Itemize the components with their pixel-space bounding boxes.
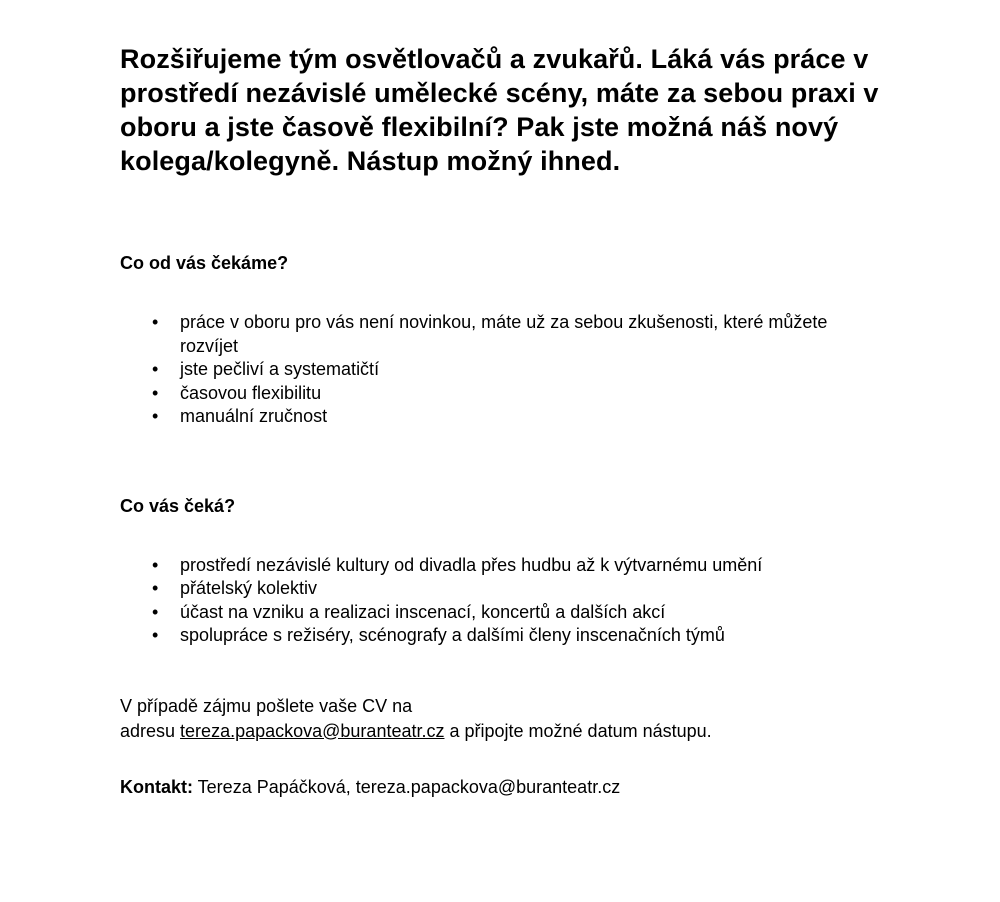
contact-line	[120, 775, 880, 800]
section-heading-offer: Co vás čeká?	[120, 495, 236, 516]
apply-line2-prefix: adresu	[120, 720, 181, 741]
apply-line2-suffix: a připojte možné datum nástupu.	[444, 720, 712, 741]
list-item: • práce v oboru pro vás není novinkou, máte už za sebou zkušenosti, které můžete rozvíjet	[152, 311, 840, 358]
contact-value: Tereza Papáčková, tereza.papackova@buranteatr.cz	[193, 776, 621, 797]
list-item: • přátelský kolektiv	[152, 577, 840, 601]
intro-paragraph: Rozšiřujeme tým osvětlovačů a zvukařů. Láká vás práce v prostředí nezávislé umělecké scény, máte za sebou praxi v oboru a jste časově flexibilní? Pak jste možná náš nový kolega/kolegyně. Nástup možný ihned.	[120, 44, 879, 176]
list-item: • účast na vzniku a realizaci inscenací, koncertů a dalších akcí	[152, 601, 840, 625]
list-item: • prostředí nezávislé kultury od divadla přes hudbu až k výtvarnému umění	[152, 554, 840, 578]
list-item: • časovou flexibilitu	[152, 382, 840, 406]
email-link[interactable]: tereza.papackova@buranteatr.cz	[180, 720, 445, 741]
apply-line1: V případě zájmu pošlete vaše CV na	[120, 695, 413, 716]
list-item: • spolupráce s režiséry, scénografy a dalšími členy inscenačních týmů	[152, 624, 840, 648]
application-instructions	[120, 694, 880, 744]
list-item: • manuální zručnost	[152, 405, 840, 429]
list-item: • jste pečliví a systematičtí	[152, 358, 840, 382]
section-heading-expectations: Co od vás čekáme?	[120, 253, 289, 273]
offer-list	[120, 554, 880, 648]
contact-label: Kontakt:	[120, 776, 193, 797]
expectations-list	[120, 311, 880, 429]
